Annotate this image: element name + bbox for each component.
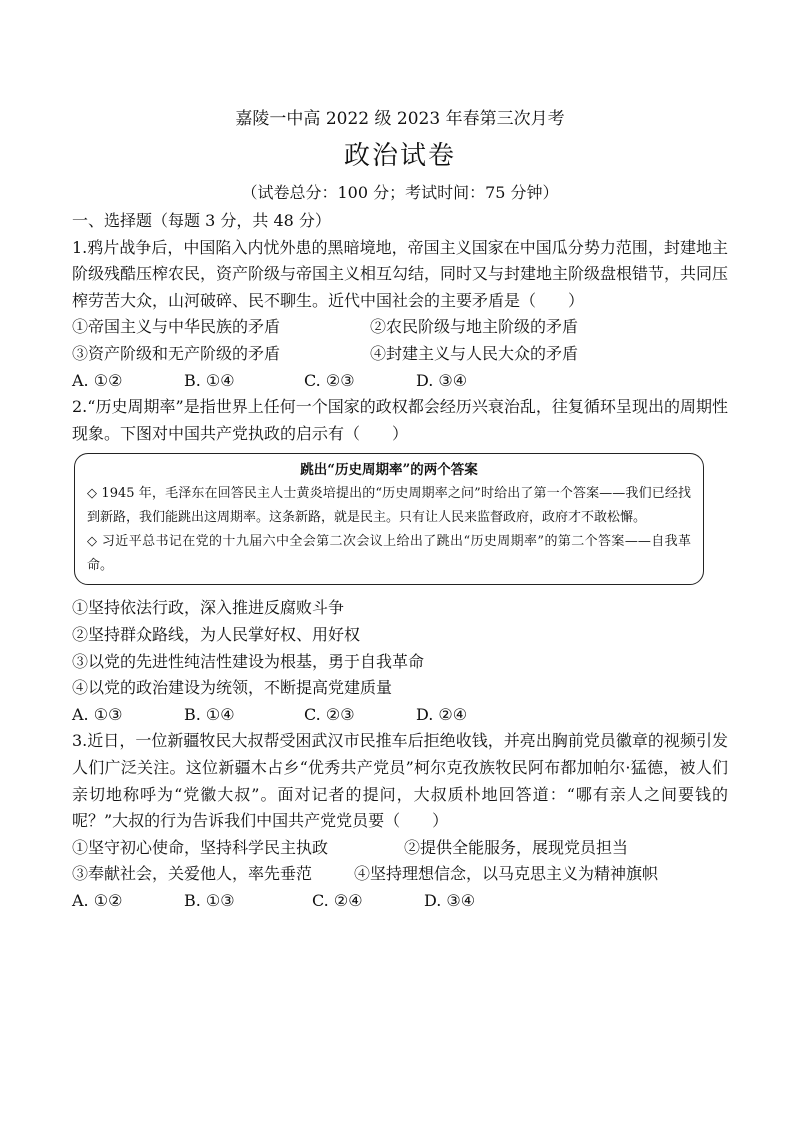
question-2-option-d[interactable]: D. ②④	[416, 704, 468, 724]
material-paragraph-1: ◇ 1945 年，毛泽东在回答民主人士黄炎培提出的“历史周期率之问”时给出了第一个答案——我们已经找到新路，我们能跳出这周期率。这条新路，就是民主。只有让人民来监督政府，政府才不敢松懈。	[87, 486, 691, 526]
question-3-options	[72, 888, 728, 915]
exam-title: 嘉陵一中高 2022 级 2023 年春第三次月考	[235, 109, 565, 129]
question-3-option-c[interactable]: C. ②④	[312, 890, 363, 910]
question-3-item-4: ④坚持理想信念，以马克思主义为精神旗帜	[354, 864, 659, 884]
question-2-options	[72, 702, 728, 729]
question-1-item-2: ②农民阶级与地主阶级的矛盾	[370, 317, 579, 337]
exam-info: （试卷总分：100 分；考试时间：75 分钟）	[241, 183, 559, 202]
question-2-item-4: ④以党的政治建设为统领，不断提高党建质量	[72, 678, 393, 698]
question-2-stem: 2.“历史周期率”是指世界上任何一个国家的政权都会经历兴衰治乱，往复循环呈现出的周期性现象。下图对中国共产党执政的启示有（ ）	[72, 397, 728, 443]
question-2-item-3: ③以党的先进性纯洁性建设为根基，勇于自我革命	[72, 651, 425, 671]
question-1-item-1: ①帝国主义与中华民族的矛盾	[72, 317, 281, 337]
subject-title: 政治试卷	[343, 141, 456, 171]
question-1-item-3: ③资产阶级和无产阶级的矛盾	[72, 343, 281, 363]
question-1-options	[72, 368, 728, 395]
question-1-option-b[interactable]: B. ①④	[184, 370, 235, 390]
question-3-stem: 3.近日，一位新疆牧民大叔帮受困武汉市民推车后拒绝收钱，并亮出胸前党员徽章的视频引发人们广泛关注。这位新疆木占乡“优秀共产党员”柯尔克孜族牧民阿布都加帕尔·猛德，被人们亲切地称呼为“党徽大叔”。面对记者的提问，大叔质朴地回答道：“哪有亲人之间要钱的呢？”大叔的行为告诉我们中国共产党党员要（ ）	[72, 731, 728, 831]
question-2-option-a[interactable]: A. ①③	[72, 704, 123, 724]
question-1-option-c[interactable]: C. ②③	[304, 370, 355, 390]
question-1-items-row-1	[72, 314, 728, 341]
question-3-option-a[interactable]: A. ①②	[72, 890, 123, 910]
question-3-option-d[interactable]: D. ③④	[424, 890, 476, 910]
question-2-item-1: ①坚持依法行政，深入推进反腐败斗争	[72, 598, 345, 618]
question-2-option-b[interactable]: B. ①④	[184, 704, 235, 724]
question-3-items-row-2	[72, 861, 728, 888]
question-3-item-3: ③奉献社会，关爱他人，率先垂范	[72, 864, 313, 884]
material-paragraph-2: ◇ 习近平总书记在党的十九届六中全会第二次会议上给出了跳出“历史周期率”的第二个答案——自我革命。	[87, 534, 691, 574]
question-1-option-d[interactable]: D. ③④	[416, 370, 468, 390]
exam-page	[72, 98, 728, 914]
question-1-stem: 1.鸦片战争后，中国陷入内忧外患的黑暗境地，帝国主义国家在中国瓜分势力范围，封建地主阶级残酷压榨农民，资产阶级与帝国主义相互勾结，同时又与封建地主阶级盘根错节，共同压榨劳苦大众，山河破碎、民不聊生。近代中国社会的主要矛盾是（ ）	[72, 237, 729, 310]
material-box	[74, 453, 704, 585]
question-3-option-b[interactable]: B. ①③	[184, 890, 235, 910]
material-box-title: 跳出“历史周期率”的两个答案	[300, 462, 478, 479]
question-1-item-4: ④封建主义与人民大众的矛盾	[370, 343, 579, 363]
section-heading: 一、选择题（每题 3 分，共 48 分）	[72, 211, 331, 230]
question-2-item-2: ②坚持群众路线，为人民掌好权、用好权	[72, 624, 361, 644]
question-2-option-c[interactable]: C. ②③	[304, 704, 355, 724]
question-1-items-row-2	[72, 341, 728, 368]
question-3-items-row-1	[72, 835, 728, 862]
question-3-item-2: ②提供全能服务，展现党员担当	[404, 837, 629, 857]
question-1-option-a[interactable]: A. ①②	[72, 370, 123, 390]
question-3-item-1: ①坚守初心使命，坚持科学民主执政	[72, 837, 329, 857]
